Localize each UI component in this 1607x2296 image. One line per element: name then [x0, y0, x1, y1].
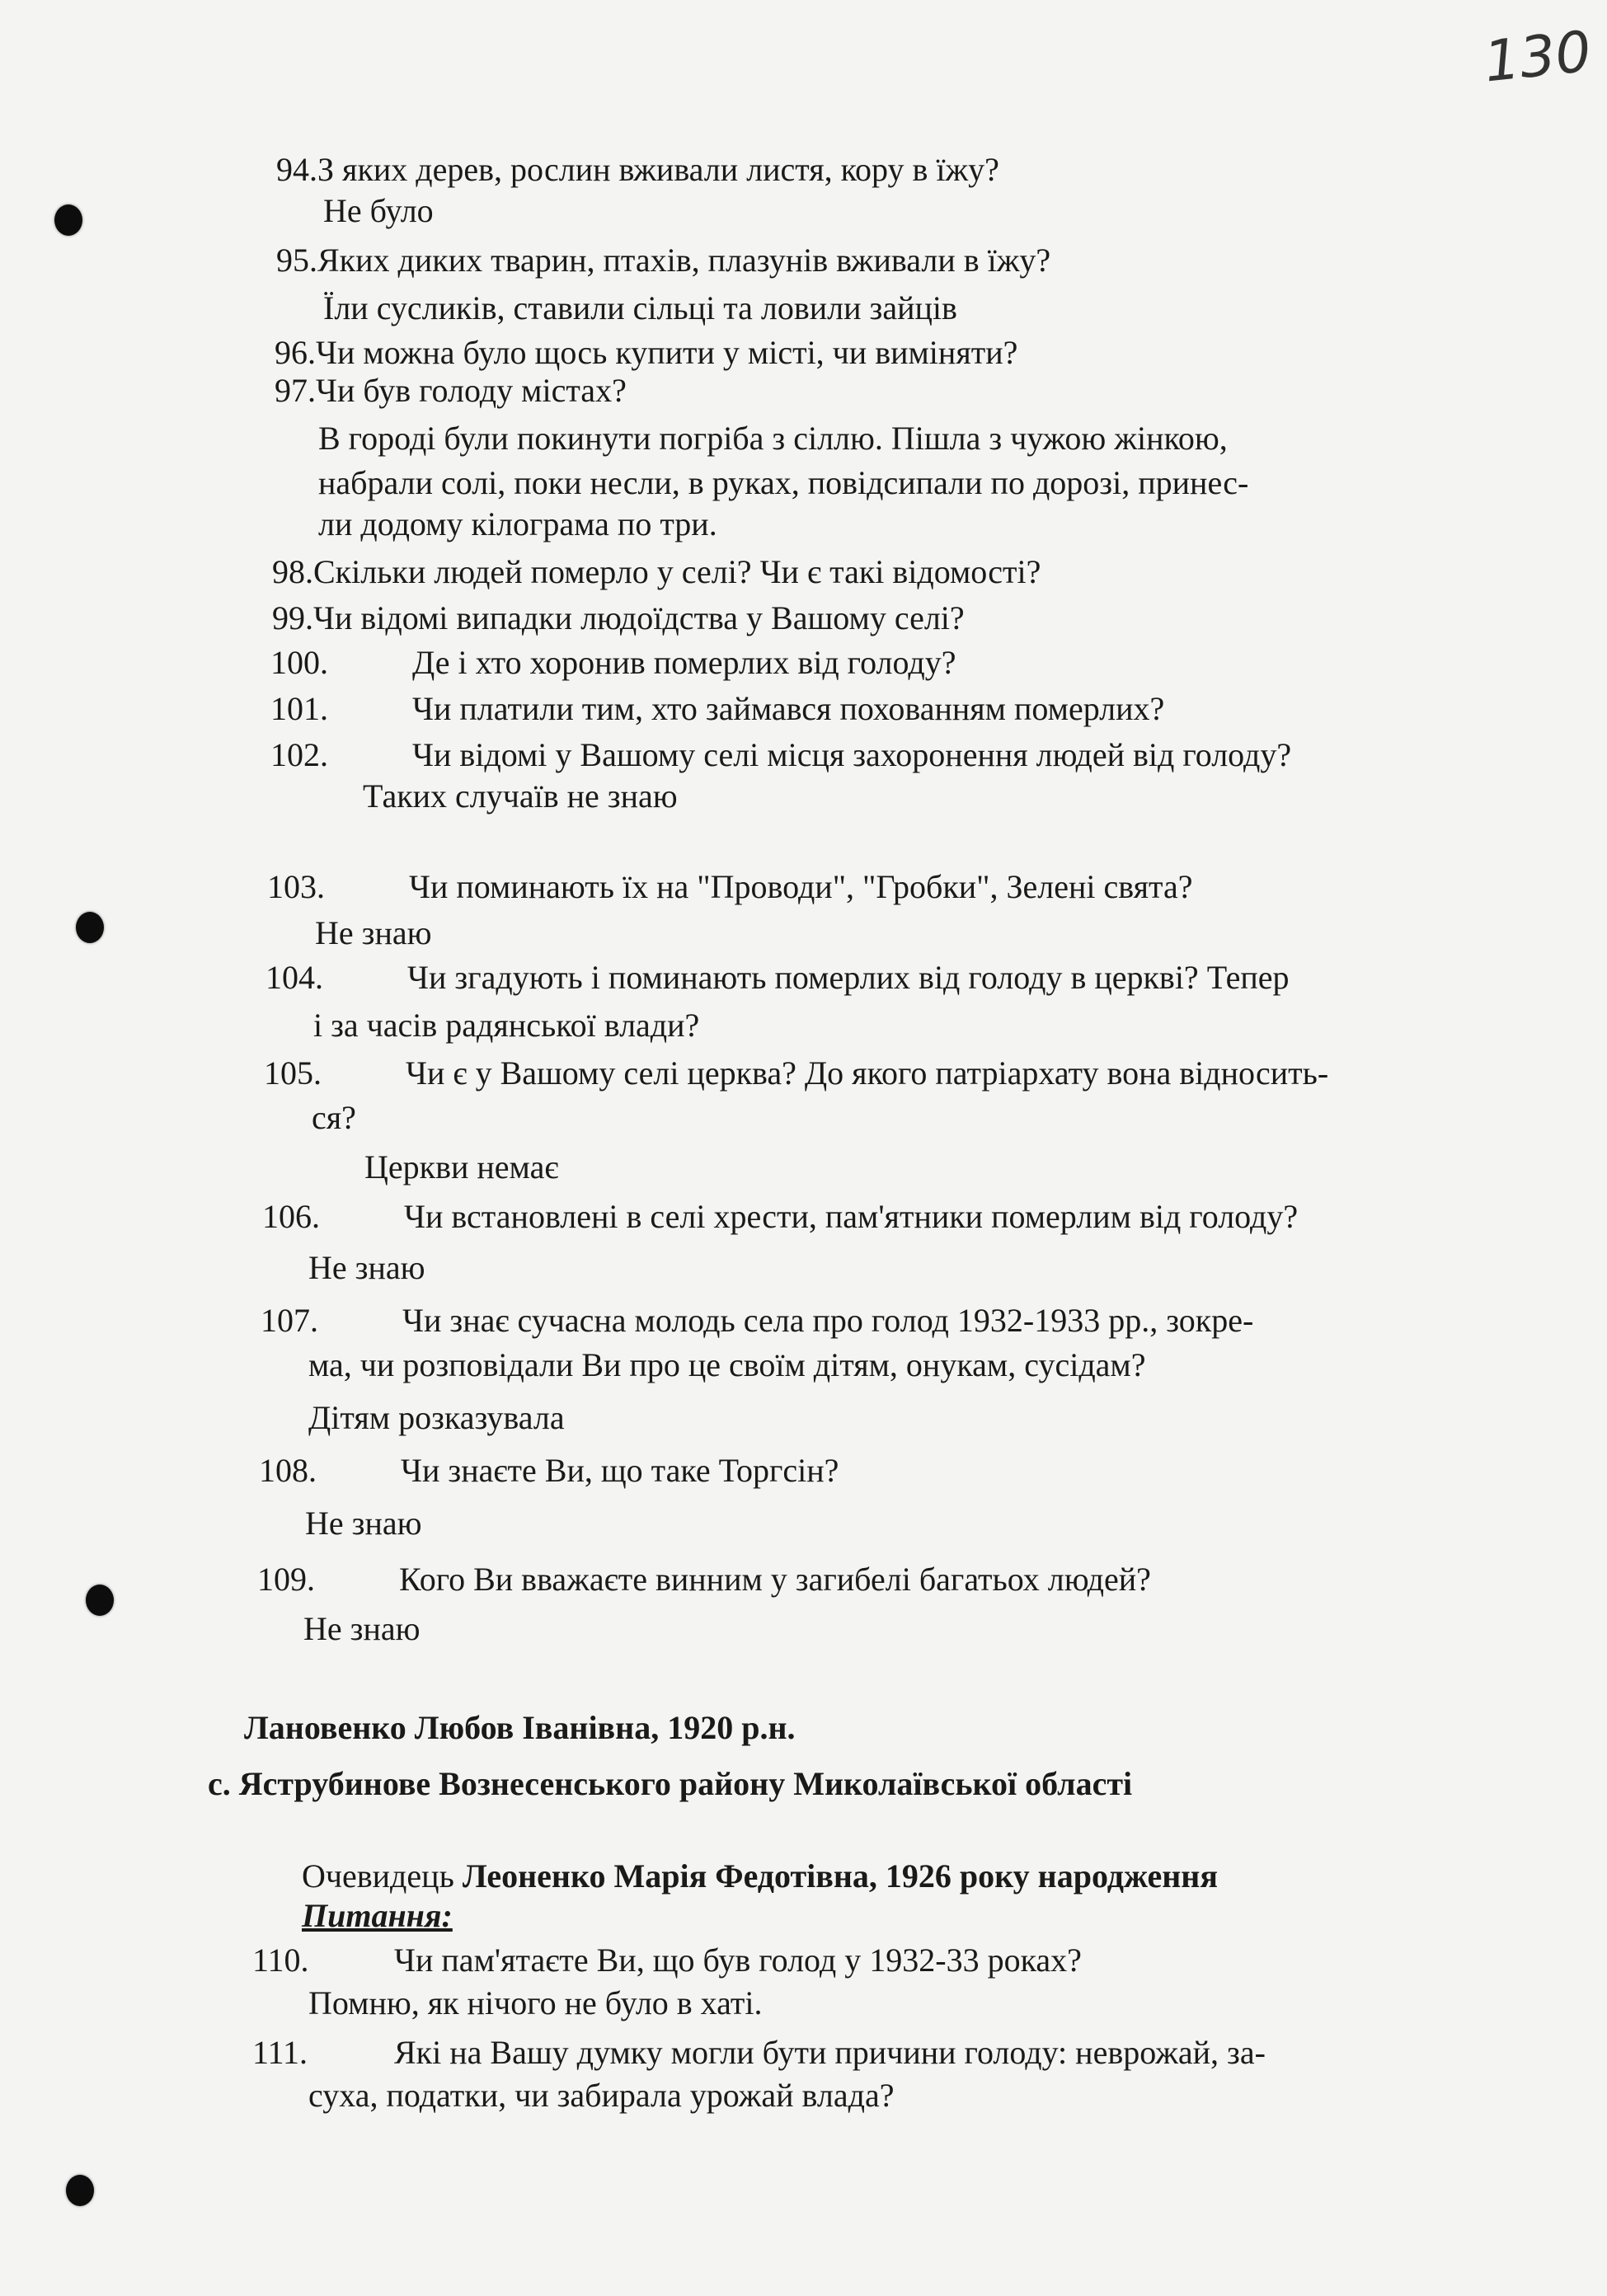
answer-text: Не знаю [303, 1610, 421, 1647]
witness-label: Очевидець [302, 1857, 463, 1895]
question-line [275, 369, 627, 412]
answer-text: Не знаю [305, 1505, 422, 1542]
answer-line [308, 1982, 762, 2025]
question-text: Чи можна було щось купити у місті, чи виміняти? [316, 334, 1018, 371]
punch-hole [76, 912, 104, 943]
answer-text: Дітям розказувала [308, 1399, 565, 1436]
question-line [252, 2031, 1266, 2074]
question-line [261, 1299, 1253, 1342]
answer-line [318, 503, 717, 546]
question-text: Чи відомі у Вашому селі місця захоронення людей від голоду? [412, 736, 1292, 773]
answer-text: Таких случаїв не знаю [363, 777, 678, 815]
answer-text: Не знаю [315, 914, 432, 951]
question-line [270, 641, 956, 684]
question-line [262, 1195, 1298, 1238]
question-text: Чи знаєте Ви, що таке Торгсін? [401, 1452, 839, 1489]
question-line [265, 956, 1290, 999]
question-number: 96. [275, 334, 316, 371]
answer-text: ли додому кілограма по три. [318, 505, 717, 542]
answer-line [315, 912, 431, 955]
question-number: 94. [276, 151, 317, 188]
question-number: 97. [275, 372, 316, 409]
page-number: 130 [1481, 19, 1595, 96]
question-line [264, 1052, 1328, 1095]
question-number: 104. [265, 959, 323, 996]
answer-line [364, 1146, 559, 1189]
witness-line [302, 1855, 1218, 1898]
question-line [252, 1939, 1082, 1982]
question-text: ся? [312, 1099, 356, 1136]
question-number: 109. [257, 1561, 315, 1598]
question-number: 107. [261, 1302, 318, 1339]
question-text: Де і хто хоронив померлих від голоду? [412, 644, 956, 681]
question-text: і за часів радянської влади? [313, 1007, 700, 1044]
questions-heading: Питання: [302, 1897, 453, 1934]
answer-text: Помню, як нічого не було в хаті. [308, 1984, 763, 2021]
answer-line [318, 462, 1248, 505]
answer-text: Не знаю [308, 1249, 425, 1286]
question-line [270, 734, 1291, 777]
answer-line [323, 287, 957, 330]
question-continuation [312, 1096, 356, 1139]
question-text: Чи встановлені в селі хрести, пам'ятники померлим від голоду? [404, 1198, 1299, 1235]
answer-line [305, 1502, 421, 1545]
witness-name: Леоненко Марія Федотівна, 1926 року народження [462, 1857, 1218, 1895]
question-text: Чи пам'ятаєте Ви, що був голод у 1932-33 роках? [394, 1942, 1082, 1979]
question-number: 101. [270, 690, 328, 727]
question-number: 95. [276, 242, 317, 279]
question-number: 110. [252, 1942, 309, 1979]
question-line [267, 866, 1193, 909]
question-line [272, 597, 965, 640]
question-text: Чи платили тим, хто займався похованням померлих? [412, 690, 1165, 727]
question-number: 106. [262, 1198, 320, 1235]
question-number: 102. [270, 736, 328, 773]
question-line [270, 688, 1164, 730]
question-number: 103. [267, 868, 325, 905]
question-line [272, 551, 1041, 594]
punch-hole [66, 2175, 94, 2206]
question-number: 105. [264, 1054, 322, 1092]
question-text: Чи відомі випадки людоїдства у Вашому селі? [313, 599, 965, 636]
question-text: З яких дерев, рослин вживали листя, кору в їжу? [317, 151, 999, 188]
answer-text: Їли сусликів, ставили сільці та ловили зайців [323, 289, 957, 326]
question-continuation [308, 1344, 1146, 1387]
question-text: Яких диких тварин, птахів, плазунів вживали в їжу? [317, 242, 1051, 279]
respondent-name: Лановенко Любов Іванівна, 1920 р.н. [244, 1709, 796, 1746]
question-continuation [313, 1004, 699, 1047]
punch-hole [54, 204, 82, 236]
question-text: Чи знає сучасна молодь села про голод 1932-1933 рр., зокре- [402, 1302, 1254, 1339]
question-text: Кого Ви вважаєте винним у загибелі багатьох людей? [399, 1561, 1151, 1598]
question-text: Чи поминають їх на "Проводи", "Гробки", Зелені свята? [409, 868, 1193, 905]
question-number: 111. [252, 2034, 308, 2071]
question-number: 108. [259, 1452, 317, 1489]
question-line [259, 1449, 839, 1492]
question-text: Чи є у Вашому селі церква? До якого патріархату вона відносить- [406, 1054, 1329, 1092]
answer-text: Церкви немає [364, 1148, 559, 1186]
answer-text: Не було [323, 192, 434, 229]
question-line [276, 148, 999, 191]
answer-line [308, 1247, 425, 1289]
question-text: Чи був голоду містах? [316, 372, 627, 409]
answer-line [303, 1608, 420, 1650]
question-line [257, 1558, 1151, 1601]
question-text: суха, податки, чи забирала урожай влада? [308, 2077, 895, 2114]
answer-text: В городі були покинути погріба з сіллю. Пішла з чужою жінкою, [318, 420, 1228, 457]
punch-hole [86, 1585, 114, 1616]
question-number: 99. [272, 599, 313, 636]
question-text: Чи згадують і поминають померлих від голоду в церкві? Тепер [407, 959, 1290, 996]
answer-line [308, 1397, 565, 1439]
answer-line [318, 417, 1228, 460]
question-text: Які на Вашу думку могли бути причини голоду: неврожай, за- [394, 2034, 1266, 2071]
question-line [275, 331, 1017, 374]
question-line [276, 239, 1050, 282]
answer-line [363, 775, 678, 818]
question-text: Скільки людей померло у селі? Чи є такі відомості? [313, 553, 1041, 590]
question-continuation [308, 2074, 895, 2117]
question-number: 98. [272, 553, 313, 590]
answer-text: набрали солі, поки несли, в руках, повідсипали по дорозі, принес- [318, 464, 1249, 501]
question-text: ма, чи розповідали Ви про це своїм дітям, онукам, сусідам? [308, 1346, 1146, 1383]
question-number: 100. [270, 644, 328, 681]
respondent-location: с. Яструбинове Вознесенського району Миколаївської області [208, 1765, 1133, 1802]
answer-line [323, 190, 434, 232]
